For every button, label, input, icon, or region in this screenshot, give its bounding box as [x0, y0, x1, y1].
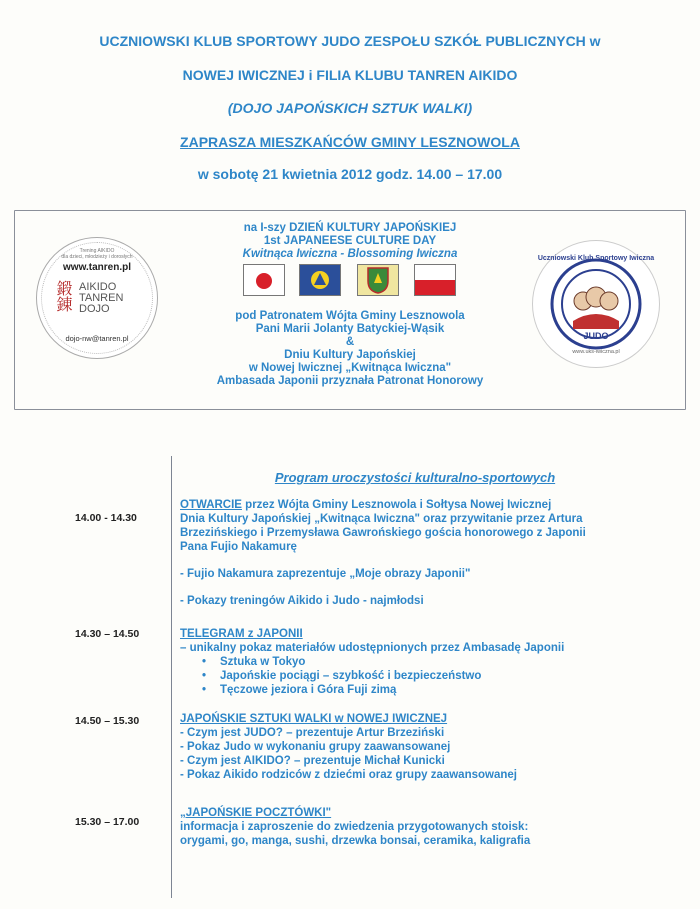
gmina-coat-of-arms-icon — [357, 264, 399, 296]
patron-line-1: pod Patronatem Wójta Gminy Lesznowola — [235, 310, 465, 322]
tanren-aikido: AIKIDO — [79, 281, 117, 293]
tanren-small-1: Trening AIKIDO — [79, 248, 115, 254]
tanren-email: dojo-nw@tanren.pl — [65, 334, 129, 343]
header-line-1: UCZNIOWSKI KLUB SPORTOWY JUDO ZESPOŁU SZKÓŁ PUBLICZNYCH w — [99, 33, 601, 49]
program-block-1 — [180, 498, 586, 608]
tanren-dojo: DOJO — [79, 303, 110, 315]
block1-head: OTWARCIE — [180, 499, 242, 511]
block1-text4: Pana Fujio Nakamurę — [180, 541, 297, 553]
block4-text2: orygami, go, manga, sushi, drzewka bonsai, ceramika, kaligrafia — [180, 835, 531, 847]
block1-text2: Dnia Kultury Japońskiej „Kwitnąca Iwiczna" oraz przywitanie przez Artura — [180, 513, 583, 525]
uks-judo-label: JUDO — [583, 331, 609, 341]
patron-amp: & — [345, 336, 355, 348]
tanren-small-2: dla dzieci, młodzieży i dorosłych — [61, 254, 133, 260]
header-line-4: ZAPRASZA MIESZKAŃCÓW GMINY LESZNOWOLA — [180, 134, 520, 150]
tanren-site: www.tanren.pl — [63, 262, 131, 273]
block3-item: - Pokaz Aikido rodziców z dziećmi oraz grupy zaawansowanej — [180, 769, 517, 781]
timeline-divider — [171, 456, 172, 898]
event-title-pl: na I-szy DZIEŃ KULTURY JAPOŃSKIEJ — [243, 222, 457, 234]
block4-head: „JAPOŃSKIE POCZTÓWKI" — [180, 807, 332, 819]
uks-url: www.uks-iwiczna.pl — [572, 349, 620, 355]
header-line-2: NOWEJ IWICZNEJ i FILIA KLUBU TANREN AIKIDO — [182, 67, 518, 83]
tanren-tanren: TANREN — [79, 292, 124, 304]
poland-flag-icon — [414, 264, 456, 296]
program-title: Program uroczystości kulturalno-sportowych — [274, 470, 556, 485]
event-subtitle: Kwitnąca Iwiczna - Blossoming Iwiczna — [242, 248, 458, 260]
time-slot-3: 14.50 – 15.30 — [75, 715, 140, 727]
block1-text3: Brzezińskiego i Przemysława Gawrońskiego gościa honorowego z Japonii — [180, 527, 586, 539]
block1-text1: przez Wójta Gminy Lesznowola i Sołtysa Nowej Iwicznej — [241, 499, 552, 511]
time-slot-1: 14.00 - 14.30 — [75, 512, 137, 524]
block3-item: - Czym jest AIKIDO? – prezentuje Michał Kunicki — [180, 755, 445, 767]
tanren-aikido-logo — [36, 237, 158, 359]
block2-bullet: • Tęczowe jeziora i Góra Fuji zimą — [204, 683, 564, 697]
tanren-kanji: 鍛錬 — [54, 280, 71, 312]
patron-line-3: Dniu Kultury Japońskiej — [284, 349, 416, 361]
patron-line-5: Ambasada Japonii przyznała Patronat Honorowy — [216, 375, 484, 387]
block3-item: - Pokaz Judo w wykonaniu grupy zaawansowanej — [180, 741, 451, 753]
block2-text: – unikalny pokaz materiałów udostępnionych przez Ambasadę Japonii — [180, 642, 565, 654]
program-block-2 — [180, 627, 564, 697]
event-title-en: 1st JAPANEESE CULTURE DAY — [263, 235, 437, 247]
time-slot-4: 15.30 – 17.00 — [75, 816, 140, 828]
block3-item: - Czym jest JUDO? – prezentuje Artur Brzeziński — [180, 727, 445, 739]
uks-ring-text: Uczniowski Klub Sportowy Iwiczna — [537, 255, 655, 262]
program-block-4 — [180, 806, 530, 848]
time-slot-2: 14.30 – 14.50 — [75, 628, 140, 640]
program-block-3 — [180, 712, 517, 782]
patron-line-4: w Nowej Iwicznej „Kwitnąca Iwiczna" — [248, 362, 452, 374]
header-line-3: (DOJO JAPOŃSKICH SZTUK WALKI) — [227, 100, 473, 116]
block2-bullet: • Japońskie pociągi – szybkość i bezpieczeństwo — [204, 669, 564, 683]
block1-item2: - Fujio Nakamura zaprezentuje „Moje obrazy Japonii" — [180, 568, 471, 580]
block4-text1: informacja i zaproszenie do zwiedzenia przygotowanych stoisk: — [180, 821, 529, 833]
block1-item3: - Pokazy treningów Aikido i Judo - najmłodsi — [180, 595, 424, 607]
block2-bullet: • Sztuka w Tokyo — [204, 655, 564, 669]
block2-head: TELEGRAM z JAPONII — [180, 628, 303, 640]
iwiczna-emblem-icon — [299, 264, 341, 296]
header-date: w sobotę 21 kwietnia 2012 godz. 14.00 – 17.00 — [197, 166, 503, 182]
uks-judo-logo — [532, 240, 660, 368]
block3-head: JAPOŃSKIE SZTUKI WALKI w NOWEJ IWICZNEJ — [180, 713, 448, 725]
patron-line-2: Pani Marii Jolanty Batyckiej-Wąsik — [255, 323, 445, 335]
japan-flag-icon — [243, 264, 285, 296]
